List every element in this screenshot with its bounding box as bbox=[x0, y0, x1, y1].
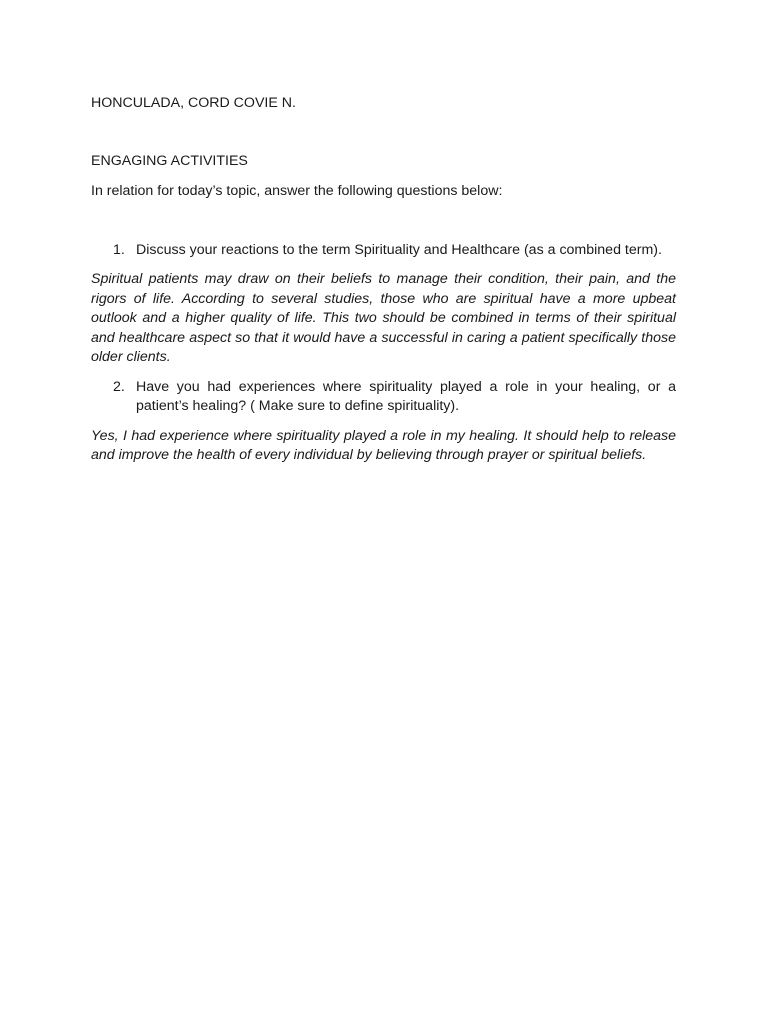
section-title: ENGAGING ACTIVITIES bbox=[91, 152, 248, 169]
student-name: HONCULADA, CORD COVIE N. bbox=[91, 95, 296, 111]
question-number: 1. bbox=[113, 241, 125, 258]
document-body bbox=[91, 94, 676, 466]
question-list bbox=[91, 378, 676, 417]
question-list bbox=[91, 241, 676, 261]
question-item bbox=[91, 378, 676, 417]
instructions-text: In relation for today’s topic, answer the following questions below: bbox=[91, 183, 503, 199]
question-number: 2. bbox=[113, 378, 125, 395]
question-text: Have you had experiences where spirituality played a role in your healing, or a patient’s healing? ( Make sure to define spirituality). bbox=[136, 378, 676, 414]
question-item bbox=[91, 241, 676, 261]
answer-text: Yes, I had experience where spirituality played a role in my healing. It should help to release and improve the health of every individual by believing through prayer or spiritual beliefs. bbox=[91, 427, 676, 463]
answer-text: Spiritual patients may draw on their beliefs to manage their condition, their pain, and the rigors of life. According to several studies, those who are spiritual have a more upbeat outlook and a higher quality of life. This two should be combined in terms of their spiritual and healthcare aspect so that it would have a successful in caring a patient specifically those older clients. bbox=[91, 271, 676, 365]
question-text: Discuss your reactions to the term Spirituality and Healthcare (as a combined term). bbox=[136, 241, 662, 258]
